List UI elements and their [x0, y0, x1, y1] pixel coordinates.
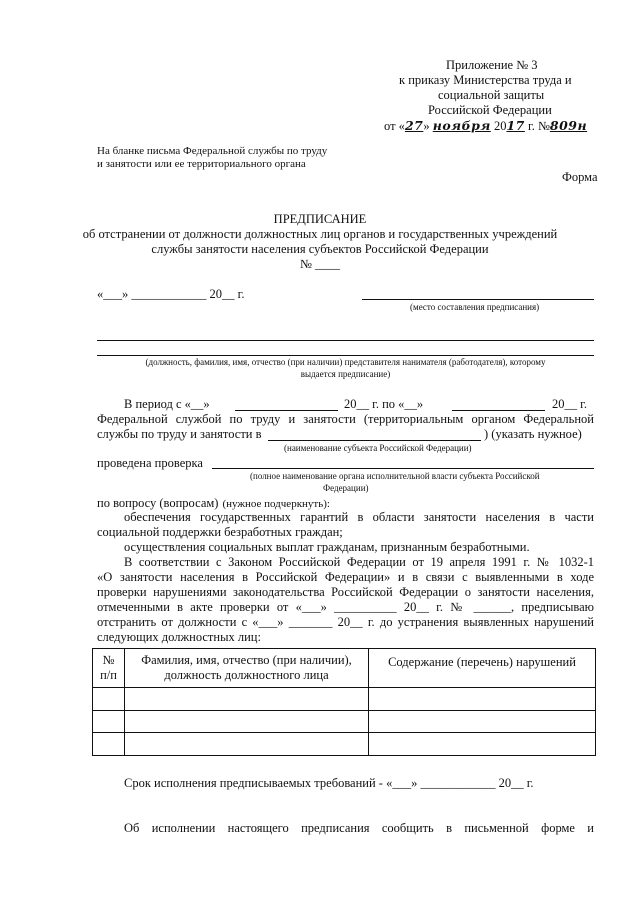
issue-date-blank: «___» ____________ 20__ г.: [97, 287, 245, 301]
letterhead-line-1: На бланке письма Федеральной службы по труду: [97, 145, 328, 157]
organ-caption-1: (полное наименование органа исполнительной власти субъекта Российской: [250, 471, 540, 481]
law-line-1: В соответствии с Законом Российской Федерации от 19 апреля 1991 г. № 1032-1: [124, 555, 594, 569]
table-row: [93, 711, 596, 733]
period-line-3-a: службы по труду и занятости в: [97, 427, 262, 441]
col-name-header: [125, 649, 369, 688]
place-caption: (место составления предписания): [410, 302, 540, 312]
table-cell[interactable]: [93, 688, 125, 711]
date-year-prefix: 20: [493, 119, 507, 133]
form-label: Форма: [562, 170, 598, 184]
employer-line-2: [97, 355, 594, 356]
officials-table: [92, 648, 596, 756]
table-cell[interactable]: [125, 711, 369, 733]
organ-blank: [212, 468, 594, 469]
title-line-1: об отстранении от должности должностных лиц органов и государственных учреждений: [82, 227, 558, 241]
employer-line-1: [97, 340, 594, 341]
table-cell[interactable]: [93, 711, 125, 733]
deadline-line: Срок исполнения предписываемых требований - «___» ____________ 20__ г.: [124, 776, 534, 790]
period-blank-1: [235, 410, 338, 411]
document-number: № ____: [299, 257, 341, 271]
option-2: осуществления социальных выплат гражданам, признанным безработными.: [124, 540, 530, 554]
table-cell[interactable]: [369, 688, 596, 711]
period-line-1-c: 20__ г.: [552, 397, 587, 411]
report-line: Об исполнении настоящего предписания сообщить в письменной форме и: [124, 821, 594, 835]
table-row: [93, 733, 596, 756]
period-line-2: Федеральной службой по труду и занятости (территориальным органом Федеральной: [97, 412, 594, 426]
option-1-line-1: обеспечения государственных гарантий в области занятости населения в части: [124, 510, 594, 524]
organ-caption-2: Федерации): [323, 483, 369, 493]
place-line: [362, 299, 594, 300]
table-cell[interactable]: [369, 711, 596, 733]
date-day: 27: [404, 118, 424, 133]
col-name-line-2: должность должностного лица: [164, 668, 329, 682]
question-label: по вопросу (вопросам): [97, 496, 219, 510]
table-cell[interactable]: [93, 733, 125, 756]
question-note: (нужное подчеркнуть):: [222, 498, 330, 510]
subject-caption: (наименование субъекта Российской Федерации): [284, 443, 472, 453]
table-cell[interactable]: [125, 688, 369, 711]
option-1-line-2: социальной поддержки безработных граждан;: [97, 525, 343, 539]
date-suffix: г. №: [528, 119, 550, 133]
appendix-line-3: социальной защиты: [438, 88, 545, 102]
law-line-4: отмеченными в акте проверки от «___» __________ 20__ г. № ______, предписываю: [97, 600, 594, 614]
period-blank-2: [452, 410, 545, 411]
table-row: [93, 688, 596, 711]
law-line-6: следующих должностных лиц:: [97, 630, 261, 644]
period-line-3-b: ) (указать нужное): [484, 427, 582, 441]
employer-caption-1: (должность, фамилия, имя, отчество (при наличии) представителя нанимателя (работодателя), которому: [145, 357, 546, 367]
col-violation-header: Содержание (перечень) нарушений: [369, 649, 596, 688]
law-line-2: «О занятости населения в Российской Федерации» и в связи с выявленными в ходе: [97, 570, 594, 584]
law-line-3: проверки нарушениями законодательства Российской Федерации о занятости населения,: [97, 585, 594, 599]
title-line-2: службы занятости населения субъектов Российской Федерации: [151, 242, 489, 256]
appendix-line-1: Приложение № 3: [446, 58, 538, 72]
table-cell[interactable]: [369, 733, 596, 756]
appendix-date-line: [384, 118, 587, 134]
col-number-line-1: №: [102, 653, 115, 667]
check-label: проведена проверка: [97, 456, 203, 470]
appendix-line-2: к приказу Министерства труда и: [399, 73, 572, 87]
date-month: ноября: [432, 118, 491, 133]
date-prefix: от «: [384, 119, 405, 133]
date-mid: »: [423, 119, 430, 133]
table-header-row: [93, 649, 596, 688]
date-year-suffix: 17: [506, 118, 525, 133]
letterhead-line-2: и занятости или ее территориального органа: [97, 158, 306, 170]
law-line-5: отстранить от должности с «___» _______ 20__ г. до устранения выявленных нарушений: [97, 615, 594, 629]
appendix-line-4: Российской Федерации: [428, 103, 552, 117]
period-line-1-a: В период с «__»: [124, 397, 210, 411]
table-cell[interactable]: [125, 733, 369, 756]
period-line-1-b: 20__ г. по «__»: [344, 397, 424, 411]
col-number-line-2: п/п: [100, 668, 117, 682]
order-number: 809н: [549, 118, 588, 133]
col-number-header: [93, 649, 125, 688]
employer-caption-2: выдается предписание): [300, 369, 391, 379]
subject-blank: [268, 440, 481, 441]
col-name-line-1: Фамилия, имя, отчество (при наличии),: [141, 653, 352, 667]
document-title: ПРЕДПИСАНИЕ: [273, 212, 367, 226]
